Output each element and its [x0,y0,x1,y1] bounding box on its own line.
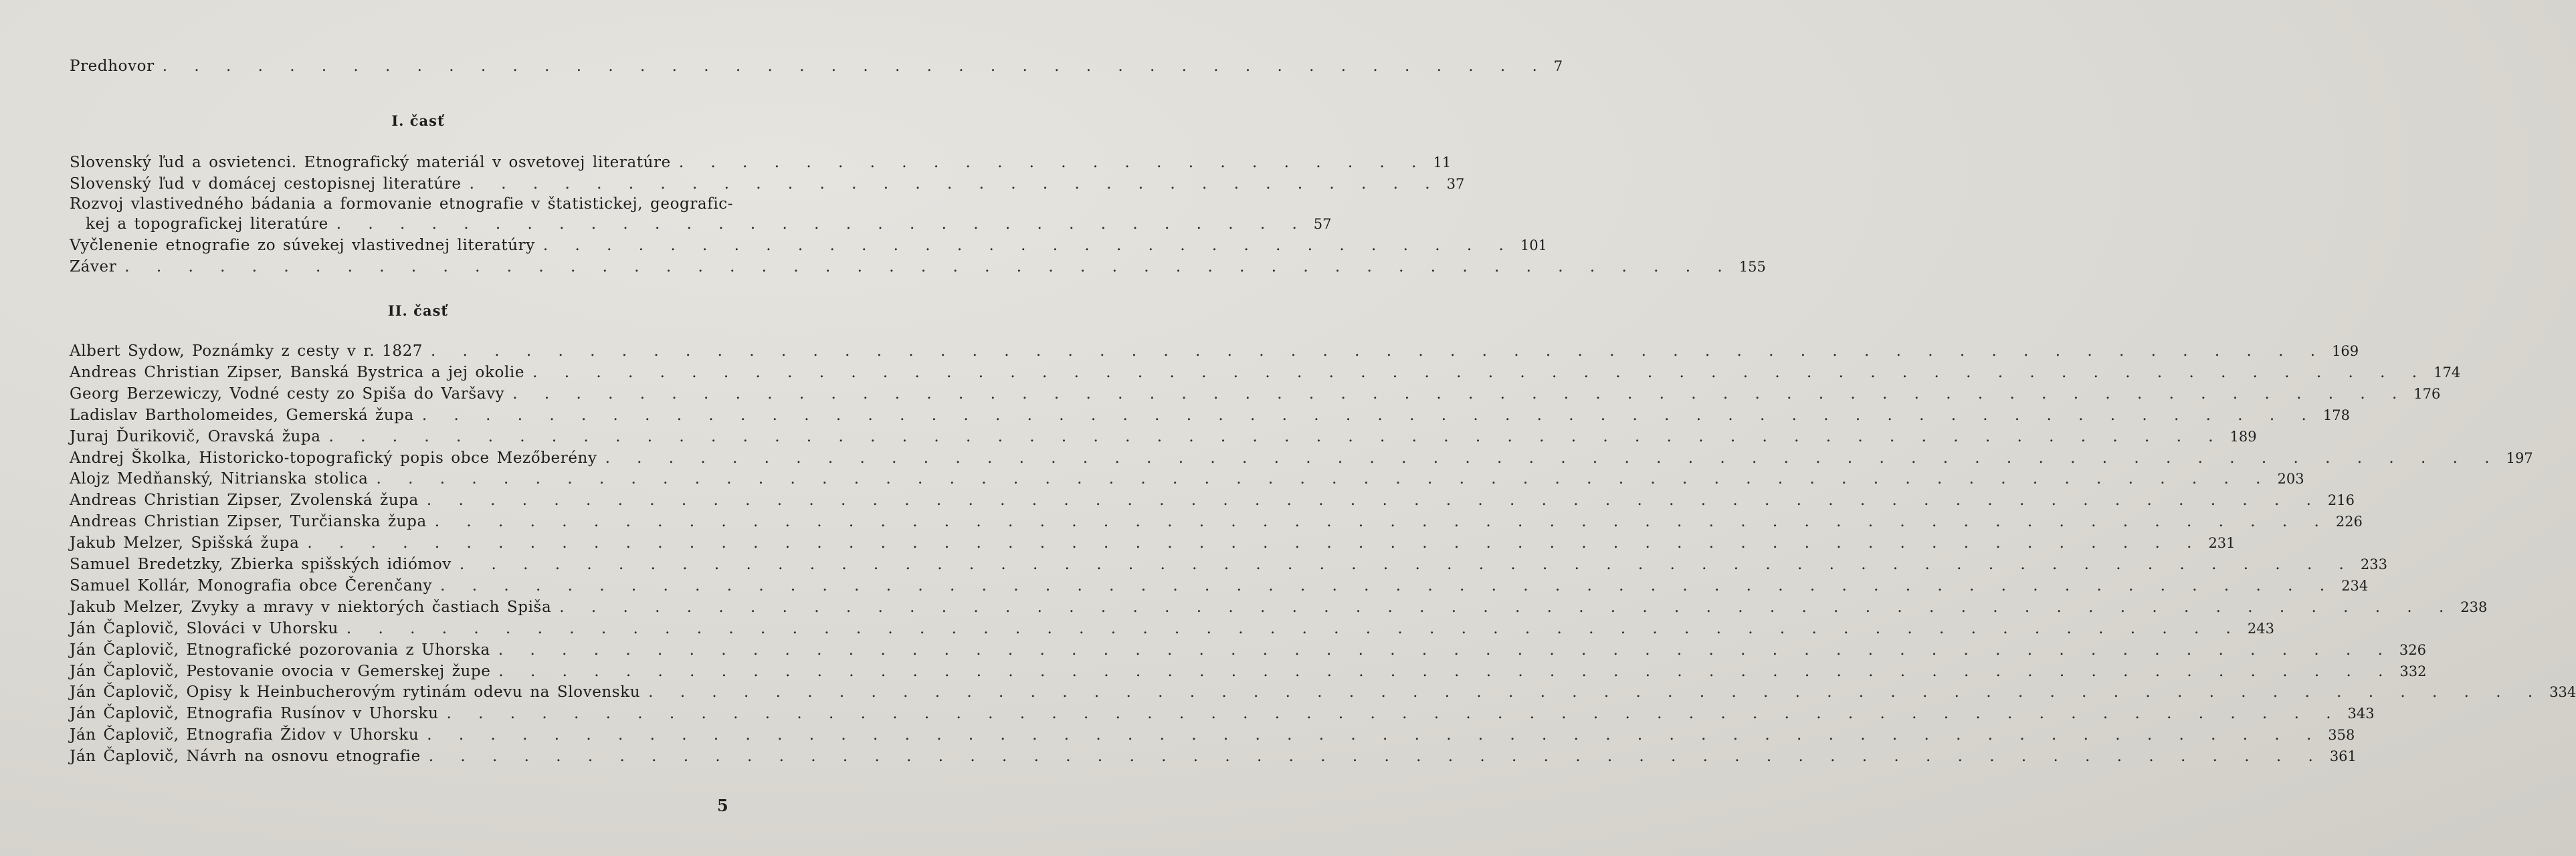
toc-entry-line1 [70,195,783,213]
toc-page-number: 231 [2208,535,2236,551]
toc-entry-title: Alojz Medňanský, Nitrianska stolica [70,470,369,488]
toc-entry-preface [70,58,1563,75]
toc-page-number: 334 [2549,684,2576,700]
toc-entry-title: Vyčlenenie etnografie zo súvekej vlastivednej literatúry [70,237,535,254]
section-heading-part2: II. časť [387,302,449,319]
toc-page-number: 11 [1433,154,1452,171]
toc-page-number: 326 [2399,642,2426,658]
toc-entry-title: Albert Sydow, Poznámky z cesty v r. 1827 [70,342,423,360]
toc-entry [70,428,2257,445]
toc-entry-title: Andreas Christian Zipser, Banská Bystrica a jej okolie [70,364,525,381]
toc-page-number: 233 [2360,556,2387,572]
leader-dots: . . . . . . . . . . . . . . . . . . . . . . . . . . . . . . . [542,237,1514,254]
toc-entry [70,237,1547,254]
leader-dots: . . . . . . . . . . . . . . . . . . . . . . . . . . . . . . . . . . . . . . . . . . . . . . . . . . . . . . . . . . . . [532,364,2428,381]
toc-entry-title: Georg Berzewiczy, Vodné cesty zo Spiša do Varšavy [70,385,505,403]
toc-page-number: 343 [2347,706,2375,722]
toc-entry-title: Ján Čaplovič, Etnografia Rusínov v Uhorsku [70,705,439,722]
toc-entry [70,705,2375,722]
toc-page-number: 176 [2413,386,2441,402]
leader-dots: . . . . . . . . . . . . . . . . . . . . . . . . . . . . . . . . . . . . . . . . . . . . . . . . . . . . . . . . . . . . [421,407,2316,424]
toc-entry [70,154,1452,171]
toc-entry [70,683,2576,701]
toc-entry [86,215,1332,233]
toc-page-number: 37 [1446,176,1465,192]
toc-page-number: 361 [2329,748,2357,764]
toc-entry-title: Záver [70,258,117,276]
leader-dots: . . . . . . . . . . . . . . . . . . . . . . . . . . . . . . . . . . . . . . . . . . . . . . . . . . . . . . . . . . . . [498,641,2393,659]
toc-page-number: 226 [2335,514,2363,530]
toc-entry-title: Ján Čaplovič, Etnografia Židov v Uhorsku [70,726,419,744]
leader-dots: . . . . . . . . . . . . . . . . . . . . . . . . . . . . . . . . . . . . . . . . . . . . . . . . . . . . . . . . . . . . [427,726,2322,744]
toc-entry [70,407,2350,424]
toc-page-number: 7 [1553,58,1563,74]
toc-entry-title-line1: Rozvoj vlastivedného bádania a formovanie etnografie v štatistickej, geografic- [70,195,734,213]
toc-entry-title: Ján Čaplovič, Pestovanie ovocia v Gemerskej župe [70,663,491,680]
leader-dots: . . . . . . . . . . . . . . . . . . . . . . . . . . . . . . . . . . . . . . . . . . . . . . . . . . . . . . . . . . . . [346,620,2241,637]
toc-entry-title: Ján Čaplovič, Návrh na osnovu etnografie [70,748,421,765]
toc-entry-title: Juraj Ďurikovič, Oravská župa [70,428,321,445]
toc-page-number: 238 [2460,599,2488,615]
toc-entry [70,342,2359,360]
toc-entry [70,577,2369,595]
toc-page-number: 243 [2247,621,2274,637]
toc-entry [70,513,2363,530]
leader-dots: . . . . . . . . . . . . . . . . . . . . . . . . . . . . . . . . . . . . . . . . . . . . [162,58,1547,75]
leader-dots: . . . . . . . . . . . . . . . . . . . . . . . . . . . . . . . . . . . . . . . . . . . . . . . . . . . . . . . . . . . . [426,492,2321,509]
section-heading-part1: I. časť [391,112,445,129]
toc-entry [70,726,2355,744]
toc-entry-title: Jakub Melzer, Spišská župa [70,534,300,552]
leader-dots: . . . . . . . . . . . . . . . . . . . . . . . . . . . . . . . . . . . . . . . . . . . . . . . . . . . . . . . . . . . . [512,385,2407,403]
toc-entry [70,620,2274,637]
leader-dots: . . . . . . . . . . . . . . . . . . . . . . . . . . . . . . . . . . . . . . . . . . . . . . . . . . . . . . . . . . . . [605,449,2500,467]
toc-entry-title: Samuel Bredetzky, Zbierka spišských idiómov [70,556,452,573]
toc-page-number: 197 [2506,450,2533,466]
toc-page-number: 101 [1520,237,1547,253]
toc-entry-title: Jakub Melzer, Zvyky a mravy v niektorých častiach Spiša [70,599,552,616]
toc-entry-title: Andreas Christian Zipser, Turčianska župa [70,513,427,530]
leader-dots: . . . . . . . . . . . . . . . . . . . . . . . . . . . . . . . . . . . . . . . . . . . . . . . . . . . . . . . . . . . . [328,428,2223,445]
toc-entry [70,556,2387,573]
leader-dots: . . . . . . . . . . . . . . . . . . . . . . . . . . . . . . . . . . . . . . . . . . . . . . . . . . . . . . . . . . . . [440,577,2335,595]
toc-entry [70,748,2357,765]
toc-entry [70,599,2488,616]
toc-entry [70,663,2427,680]
leader-dots: . . . . . . . . . . . . . . . . . . . . . . . . . . . . . . . [336,215,1307,233]
leader-dots: . . . . . . . . . . . . . . . . . . . . . . . . . . . . . . . . . . . . . . . . . . . . . . . . . . . . . . . . . . . . [428,748,2323,765]
toc-entry-title: Ján Čaplovič, Slováci v Uhorsku [70,620,338,637]
toc-page-number: 203 [2277,471,2304,487]
toc-entry-title: Andreas Christian Zipser, Zvolenská župa [70,492,419,509]
toc-entry-title: Slovenský ľud a osvietenci. Etnografický materiál v osvetovej literatúre [70,154,671,171]
toc-entry [70,364,2461,381]
leader-dots: . . . . . . . . . . . . . . . . . . . . . . . . . . . . . . . [469,175,1440,193]
leader-dots: . . . . . . . . . . . . . . . . . . . . . . . . . . . . . . . . . . . . . . . . . . . . . . . . . . . . . . . . . . . . [434,513,2329,530]
toc-page-number: 155 [1739,259,1766,275]
toc-entry [70,258,1766,276]
toc-page-number: 174 [2434,364,2461,381]
page-number-folio: 5 [717,796,728,815]
toc-entry-title: Ján Čaplovič, Opisy k Heinbucherovým rytinám odevu na Slovensku [70,683,641,701]
toc-entry-title: Andrej Školka, Historicko-topografický popis obce Mezőberény [70,449,597,467]
toc-entry-title: Ján Čaplovič, Etnografické pozorovania z Uhorska [70,641,490,659]
leader-dots: . . . . . . . . . . . . . . . . . . . . . . . . . . . . . . . . . . . . . . . . . . . . . . . . . . . . . . . . . . . . [498,663,2393,680]
toc-entry-title: Predhovor [70,58,155,75]
leader-dots: . . . . . . . . . . . . . . . . . . . . . . . . . . . . . . . . . . . . . . . . . . . . . . . . . . . [124,258,1732,276]
toc-page-number: 358 [2328,727,2355,743]
leader-dots: . . . . . . . . . . . . . . . . . . . . . . . . . . . . . . . . . . . . . . . . . . . . . . . . . . . . . . . . . . . . [307,534,2202,552]
toc-page-number: 332 [2399,663,2427,679]
leader-dots: . . . . . . . . . . . . . . . . . . . . . . . . . . . . . . . . . . . . . . . . . . . . . . . . . . . . . . . . . . . . [648,683,2543,701]
toc-page-number: 178 [2322,407,2350,423]
leader-dots: . . . . . . . . . . . . . . . . . . . . . . . . . . . . . . . . . . . . . . . . . . . . . . . . . . . . . . . . . . . . [559,599,2454,616]
toc-entry [70,492,2355,509]
toc-entry-title: Slovenský ľud v domácej cestopisnej literatúre [70,175,462,193]
toc-page-number: 57 [1313,216,1332,232]
toc-entry [70,534,2236,552]
toc-page-number: 216 [2327,492,2355,508]
toc-entry [70,641,2426,659]
toc-entry-title: Ladislav Bartholomeides, Gemerská župa [70,407,414,424]
leader-dots: . . . . . . . . . . . . . . . . . . . . . . . . . . . . . . . . . . . . . . . . . . . . . . . . . . . . . . . . . . . . [431,342,2326,360]
toc-page-number: 189 [2230,429,2257,445]
toc-entry [70,449,2533,467]
leader-dots: . . . . . . . . . . . . . . . . . . . . . . . . . . . . . . . . . . . . . . . . . . . . . . . . . . . . . . . . . . . . [459,556,2354,573]
leader-dots: . . . . . . . . . . . . . . . . . . . . . . . . [678,154,1427,171]
toc-page-number: 169 [2332,343,2359,359]
toc-entry-title: kej a topografickej literatúre [86,215,328,233]
toc-entry [70,175,1465,193]
leader-dots: . . . . . . . . . . . . . . . . . . . . . . . . . . . . . . . . . . . . . . . . . . . . . . . . . . . . . . . . . . . . [376,470,2271,488]
toc-entry [70,385,2441,403]
leader-dots: . . . . . . . . . . . . . . . . . . . . . . . . . . . . . . . . . . . . . . . . . . . . . . . . . . . . . . . . . . . . [446,705,2341,722]
toc-entry-title: Samuel Kollár, Monografia obce Čerenčany [70,577,433,595]
toc-page-number: 234 [2341,578,2369,594]
toc-entry [70,470,2304,488]
